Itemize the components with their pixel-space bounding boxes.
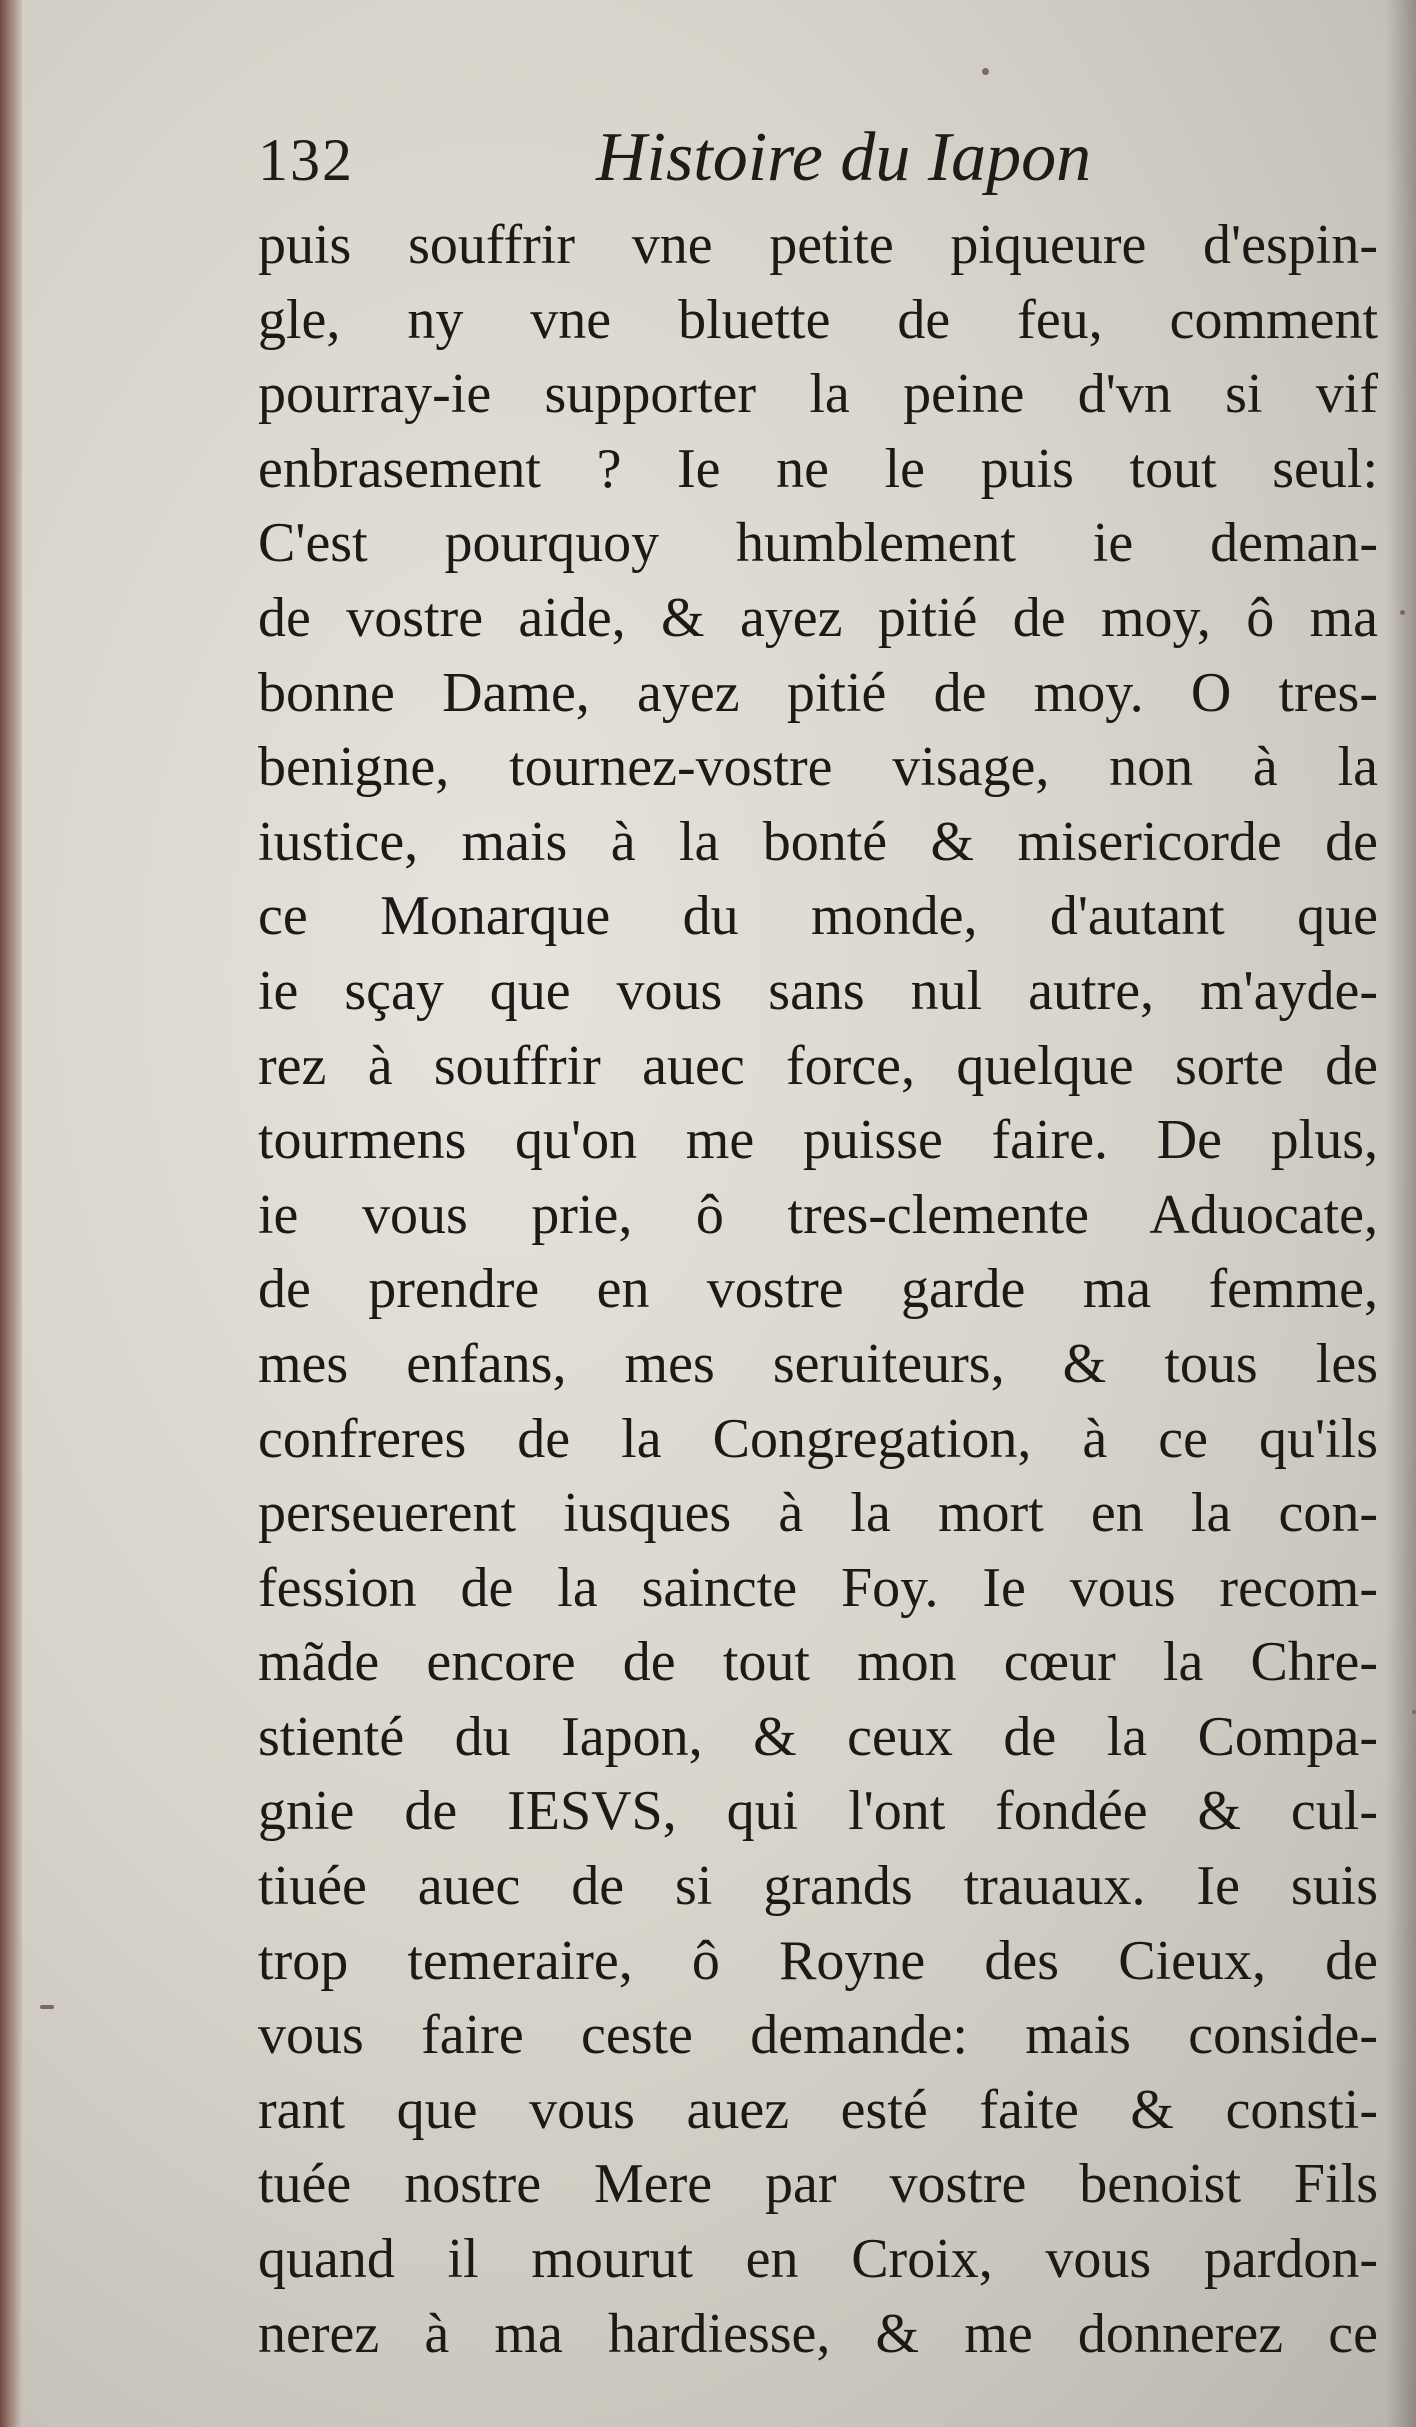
text-line: rez à souffrir auec force, quelque sorte de	[258, 1034, 1378, 1097]
text-line: mãde encore de tout mon cœur la Chre-	[258, 1631, 1378, 1694]
text-line: iustice, mais à la bonté & misericorde de	[258, 810, 1378, 873]
text-line: stienté du Iapon, & ceux de la Compa-	[258, 1705, 1378, 1768]
text-line: nerez à ma hardiesse, & me donnerez ce	[258, 2302, 1378, 2365]
text-line: bonne Dame, ayez pitié de moy. O tres-	[258, 661, 1378, 724]
text-line: tourmens qu'on me puisse faire. De plus,	[258, 1109, 1378, 1172]
paper-speck	[1412, 1710, 1416, 1714]
text-line: vous faire ceste demande: mais conside-	[258, 2004, 1378, 2067]
running-title: Histoire du Iapon	[596, 119, 1092, 196]
paper-speck	[982, 68, 989, 75]
text-line: ce Monarque du monde, d'autant que	[258, 885, 1378, 948]
text-line: pourray-ie supporter la peine d'vn si vif	[258, 363, 1378, 426]
running-header	[258, 118, 1378, 208]
text-line: de prendre en vostre garde ma femme,	[258, 1258, 1378, 1321]
page-left-edge	[0, 0, 22, 2427]
text-line: trop temeraire, ô Royne des Cieux, de	[258, 1929, 1378, 1992]
paper-speck	[1400, 610, 1405, 615]
text-line: tiuée auec de si grands trauaux. Ie suis	[258, 1855, 1378, 1918]
text-line: de vostre aide, & ayez pitié de moy, ô ma	[258, 586, 1378, 649]
text-line: perseuerent iusques à la mort en la con-	[258, 1482, 1378, 1545]
text-line: tuée nostre Mere par vostre benoist Fils	[258, 2153, 1378, 2216]
page-number: 132	[258, 127, 354, 193]
text-line: benigne, tournez-vostre visage, non à la	[258, 736, 1378, 799]
text-line: fession de la saincte Foy. Ie vous recom-	[258, 1556, 1378, 1619]
page-right-shadow	[1386, 0, 1416, 2427]
text-line: ie sçay que vous sans nul autre, m'ayde-	[258, 959, 1378, 1022]
text-line: ie vous prie, ô tres-clemente Aduocate,	[258, 1183, 1378, 1246]
text-line: confreres de la Congregation, à ce qu'ils	[258, 1407, 1378, 1470]
paper-speck	[40, 2005, 54, 2009]
text-line: gle, ny vne bluette de feu, comment	[258, 288, 1378, 351]
text-line: rant que vous auez esté faite & consti-	[258, 2078, 1378, 2141]
text-line: puis souffrir vne petite piqueure d'espin-	[258, 214, 1378, 276]
text-line: gnie de IESVS, qui l'ont fondée & cul-	[258, 1780, 1378, 1843]
body-text	[258, 208, 1378, 2371]
text-line: mes enfans, mes seruiteurs, & tous les	[258, 1332, 1378, 1395]
text-line: quand il mourut en Croix, vous pardon-	[258, 2228, 1378, 2291]
text-line: enbrasement ? Ie ne le puis tout seul:	[258, 437, 1378, 500]
text-line: C'est pourquoy humblement ie deman-	[258, 512, 1378, 575]
